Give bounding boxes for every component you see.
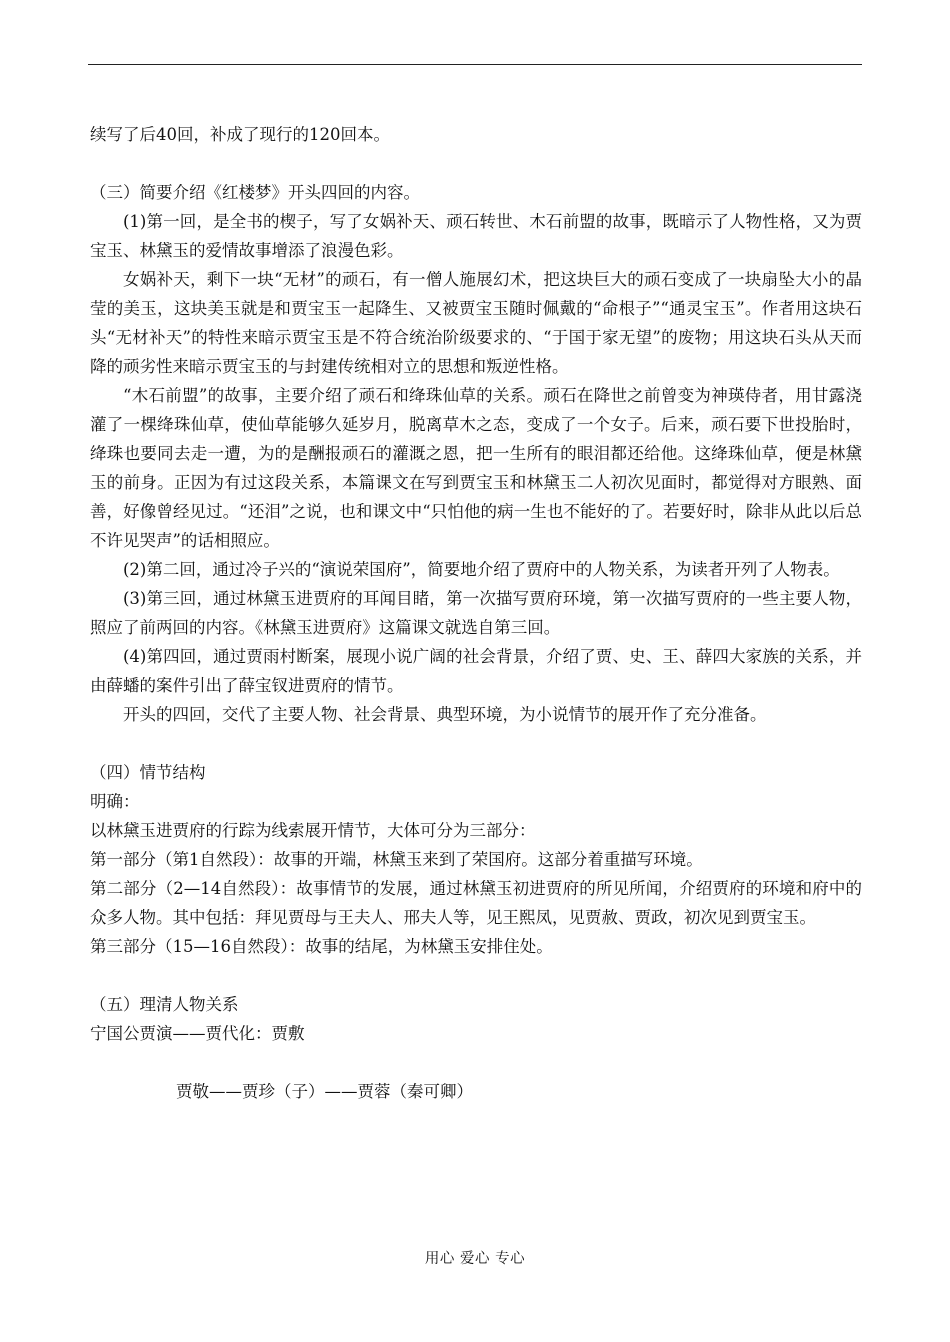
section-heading: （四）情节结构 <box>90 763 206 782</box>
spacer <box>90 149 862 178</box>
section-heading: （五）理清人物关系 <box>90 995 239 1014</box>
section-heading: （三）简要介绍《红楼梦》开头四回的内容。 <box>90 183 420 202</box>
paragraph: 明确： <box>90 792 140 811</box>
paragraph: 第三部分（15—16自然段）：故事的结尾，为林黛玉安排住处。 <box>90 937 553 956</box>
paragraph: (3)第三回，通过林黛玉进贾府的耳闻目睹，第一次描写贾府环境，第一次描写贾府的一些主要人物，照应了前两回的内容。《林黛玉进贾府》这篇课文就选自第三回。 <box>90 589 862 637</box>
paragraph: (4)第四回，通过贾雨村断案，展现小说广阔的社会背景，介绍了贾、史、王、薛四大家族的关系，并由薛蟠的案件引出了薛宝钗进贾府的情节。 <box>90 647 862 695</box>
paragraph: 开头的四回，交代了主要人物、社会背景、典型环境，为小说情节的展开作了充分准备。 <box>123 705 767 724</box>
paragraph: 女娲补天，剩下一块“无材”的顽石，有一僧人施展幻术，把这块巨大的顽石变成了一块扇坠大小的晶莹的美玉，这块美玉就是和贾宝玉一起降生、又被贾宝玉随时佩戴的“命根子”“通灵宝玉”。作者用这块石头“无材补天”的特性来暗示贾宝玉是不符合统治阶级要求的、“于国于家无望”的废物；用这块石头从天而降的顽劣性来暗示贾宝玉的与封建传统相对立的思想和叛逆性格。 <box>90 270 862 376</box>
paragraph: (1)第一回，是全书的楔子，写了女娲补天、顽石转世、木石前盟的故事，既暗示了人物性格，又为贾宝玉、林黛玉的爱情故事增添了浪漫色彩。 <box>90 212 862 260</box>
paragraph: 第二部分（2—14自然段）：故事情节的发展，通过林黛玉初进贾府的所见所闻，介绍贾府的环境和府中的众多人物。其中包括：拜见贾母与王夫人、邢夫人等，见王熙凤，见贾赦、贾政，初次见到贾宝玉。 <box>90 879 862 927</box>
family-line: 贾敬——贾珍（子）——贾蓉（秦可卿） <box>176 1082 473 1101</box>
spacer <box>90 961 862 990</box>
paragraph: 第一部分（第1自然段）：故事的开端，林黛玉来到了荣国府。这部分着重描写环境。 <box>90 850 703 869</box>
paragraph: “木石前盟”的故事，主要介绍了顽石和绛珠仙草的关系。顽石在降世之前曾变为神瑛侍者，用甘露浇灌了一棵绛珠仙草，使仙草能够久延岁月，脱离草木之态，变成了一个女子。后来，顽石要下世投胎时，绛珠也要同去走一遭，为的是酬报顽石的灌溉之恩，把一生所有的眼泪都还给他。这绛珠仙草，便是林黛玉的前身。正因为有过这段关系，本篇课文在写到贾宝玉和林黛玉二人初次见面时，都觉得对方眼熟、面善，好像曾经见过。“还泪”之说，也和课文中“只怕他的病一生也不能好的了。若要好时，除非从此以后总不许见哭声”的话相照应。 <box>90 386 862 550</box>
paragraph: 续写了后40回，补成了现行的120回本。 <box>90 125 390 144</box>
header-rule <box>88 64 862 65</box>
document-body <box>90 120 862 1106</box>
spacer <box>90 1048 862 1077</box>
paragraph: 以林黛玉进贾府的行踪为线索展开情节，大体可分为三部分： <box>90 821 536 840</box>
page-footer: 用心 爱心 专心 <box>424 1251 526 1267</box>
paragraph: 宁国公贾演——贾代化：贾敷 <box>90 1024 305 1043</box>
paragraph: (2)第二回，通过冷子兴的“演说荣国府”，简要地介绍了贾府中的人物关系，为读者开列了人物表。 <box>123 560 840 579</box>
spacer <box>90 729 862 758</box>
